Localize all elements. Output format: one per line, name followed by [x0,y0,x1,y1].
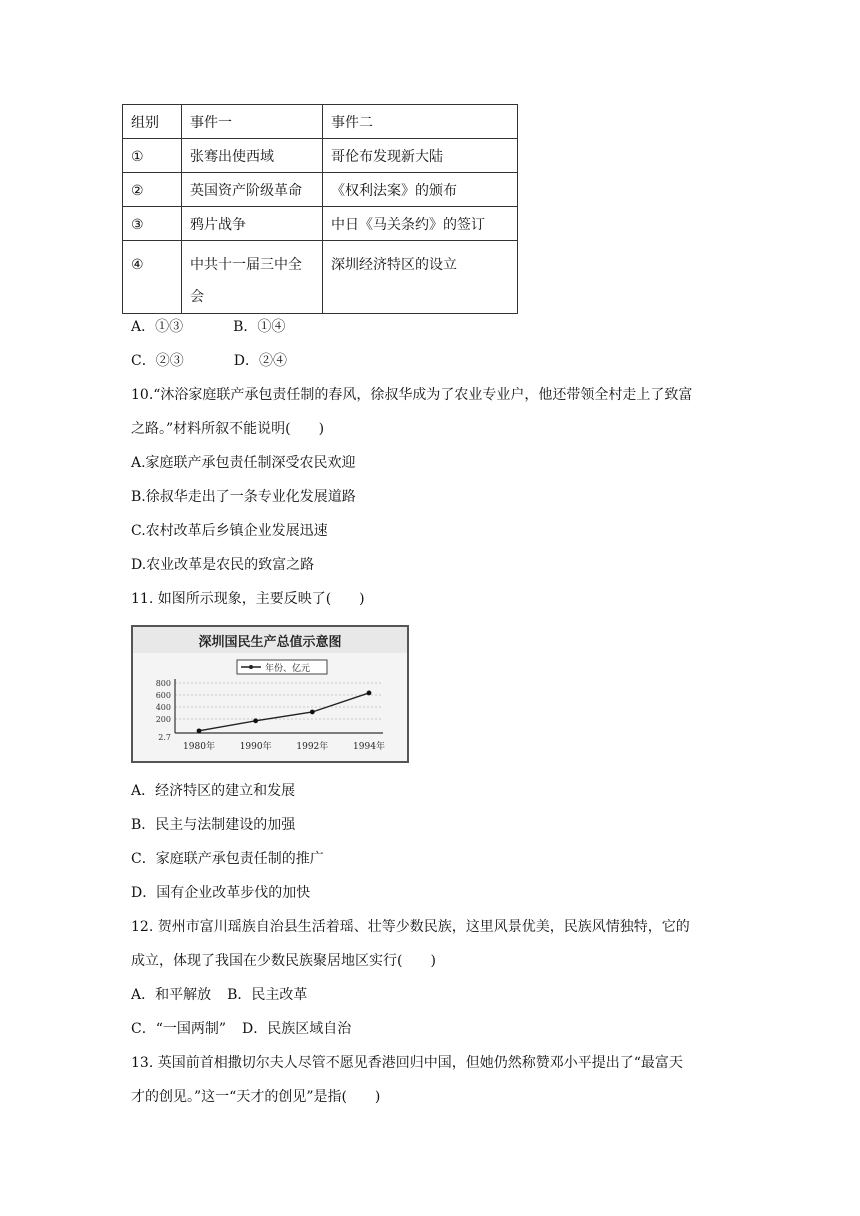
table-header-row [123,105,518,139]
chart-x-tick-label: 1980年 [183,742,215,752]
q12-option-c: C．“一国两制” [131,1021,227,1037]
cell-event1-line2: 会 [190,289,204,305]
q10-option-a: A.家庭联产承包责任制深受农民欢迎 [131,455,356,471]
header-group: 组别 [123,105,182,139]
q10-option-d: D.农业改革是农民的致富之路 [131,557,315,573]
q10-stem-line2: 之路。”材料所叙不能说明( ) [131,421,325,437]
chart-legend-marker [249,665,253,669]
events-table [122,104,518,314]
table-row [123,207,518,241]
q10-stem-line1: 10.“沐浴家庭联产承包责任制的春风，徐叔华成为了农业专业户，他还带领全村走上了致富 [131,387,693,403]
q11-option-b: B．民主与法制建设的加强 [131,817,296,833]
chart-x-tick-label: 1992年 [296,742,329,752]
chart-series-line [199,693,369,731]
q13-stem-line1: 13. 英国前首相撒切尔夫人尽管不愿见香港回归中国，但她仍然称赞邓小平提出了“最富天 [131,1055,683,1071]
table-row [123,173,518,207]
cell-event2: 中日《马关条约》的签订 [323,207,518,241]
cell-group: ④ [123,241,182,314]
chart-data-point [367,691,372,696]
header-event2: 事件二 [323,105,518,139]
q12-option-a: A．和平解放 [131,987,212,1003]
q11-option-c: C．家庭联产承包责任制的推广 [131,851,324,867]
q9-option-a: A．①③ [131,319,184,335]
cell-event1: 张骞出使西域 [182,139,323,173]
q10-option-c: C.农村改革后乡镇企业发展迅速 [131,523,328,539]
q13-stem-line2: 才的创见。”这一“天才的创见”是指( ) [131,1089,381,1105]
q10-option-b: B.徐叔华走出了一条专业化发展道路 [131,489,356,505]
table-row [123,241,518,314]
q9-option-b: B．①④ [233,319,286,335]
chart-y-tick-label: 2.7 [158,732,171,742]
cell-group: ③ [123,207,182,241]
cell-event2: 《权利法案》的颁布 [323,173,518,207]
chart-y-tick-label: 600 [155,691,171,700]
q9-options-row1 [131,317,285,337]
cell-event2: 深圳经济特区的设立 [323,241,518,314]
chart-y-tick-label: 800 [155,679,171,688]
gdp-chart-svg [133,627,407,761]
cell-group: ② [123,173,182,207]
chart-data-point [197,728,202,733]
chart-legend-label: 年份、亿元 [265,664,311,674]
q12-option-b: B．民主改革 [227,987,308,1003]
chart-y-tick-label: 200 [155,715,171,724]
chart-data-point [310,710,315,715]
q11-stem: 11. 如图所示现象，主要反映了( ) [131,591,365,607]
q11-option-d: D．国有企业改革步伐的加快 [131,885,311,901]
q12-options-row1 [131,985,307,1005]
cell-event1: 英国资产阶级革命 [182,173,323,207]
q12-options-row2 [131,1019,351,1039]
q9-options-row2 [131,351,287,371]
cell-event1-line1: 中共十一届三中全 [190,257,302,273]
chart-x-tick-label: 1990年 [239,742,272,752]
gdp-chart [131,625,409,763]
chart-data-point [253,718,258,723]
cell-event2: 哥伦布发现新大陆 [323,139,518,173]
table-row [123,139,518,173]
q9-option-d: D．②④ [233,353,287,369]
header-event1: 事件一 [182,105,323,139]
chart-x-tick-label: 1994年 [353,742,385,752]
chart-y-tick-label: 400 [155,703,171,712]
chart-title: 深圳国民生产总值示意图 [198,635,342,650]
q12-stem-line2: 成立，体现了我国在少数民族聚居地区实行( ) [131,953,436,969]
q12-stem-line1: 12. 贺州市富川瑶族自治县生活着瑶、壮等少数民族，这里风景优美，民族风情独特，它的 [131,919,690,935]
q9-option-c: C．②③ [131,353,184,369]
q12-option-d: D．民族区域自治 [242,1021,352,1037]
cell-event1 [182,241,323,314]
cell-group: ① [123,139,182,173]
cell-event1: 鸦片战争 [182,207,323,241]
q11-option-a: A．经济特区的建立和发展 [131,783,296,799]
